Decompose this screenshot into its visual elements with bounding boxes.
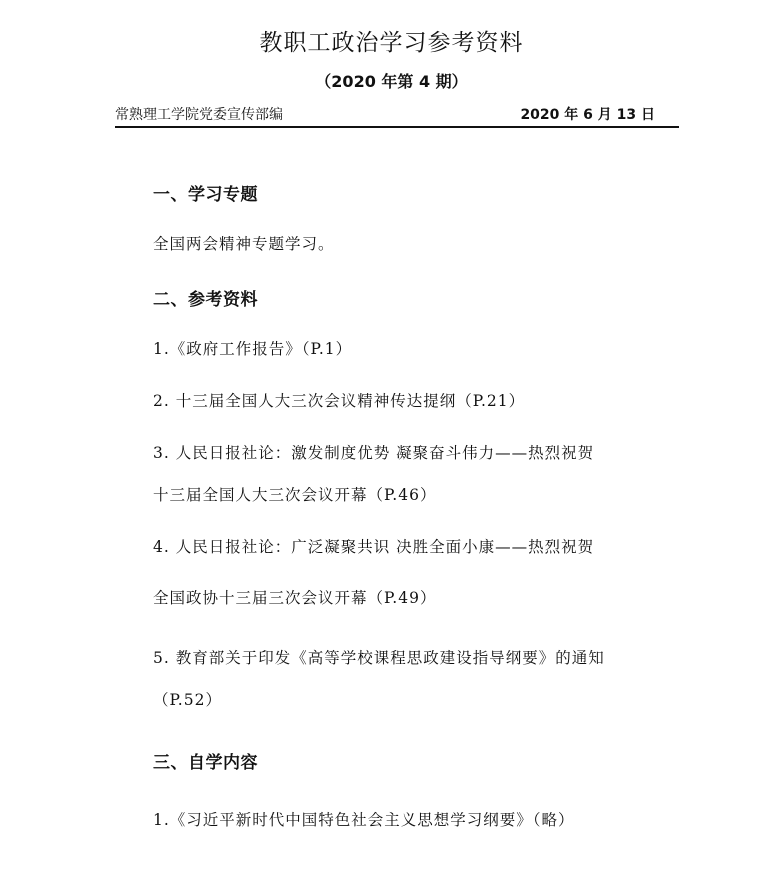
issue-number: （2020 年第 4 期） <box>315 72 468 91</box>
section-heading-references: 二、参考资料 <box>153 290 258 310</box>
section-heading-study-topic: 一、学习专题 <box>153 185 258 205</box>
reference-item-1: 1.《政府工作报告》（P.1） <box>153 340 353 358</box>
header-bar <box>115 104 679 128</box>
reference-item-4-continued: 全国政协十三届三次会议开幕（P.49） <box>153 589 437 607</box>
reference-item-3: 3. 人民日报社论：激发制度优势 凝聚奋斗伟力——热烈祝贺 <box>153 444 595 462</box>
self-study-item-1: 1.《习近平新时代中国特色社会主义思想学习纲要》（略） <box>153 811 575 829</box>
section-heading-self-study: 三、自学内容 <box>153 753 258 773</box>
publish-date: 2020 年 6 月 13 日 <box>520 107 655 123</box>
reference-item-2: 2. 十三届全国人大三次会议精神传达提纲（P.21） <box>153 392 526 410</box>
publisher-label: 常熟理工学院党委宣传部编 <box>115 107 283 123</box>
document-title: 教职工政治学习参考资料 <box>259 30 524 56</box>
study-topic-text: 全国两会精神专题学习。 <box>153 235 335 253</box>
reference-item-4: 4. 人民日报社论：广泛凝聚共识 决胜全面小康——热烈祝贺 <box>153 538 595 556</box>
reference-item-5-continued: （P.52） <box>153 691 222 709</box>
reference-item-3-continued: 十三届全国人大三次会议开幕（P.46） <box>153 486 437 504</box>
reference-item-5: 5. 教育部关于印发《高等学校课程思政建设指导纲要》的通知 <box>153 649 605 667</box>
